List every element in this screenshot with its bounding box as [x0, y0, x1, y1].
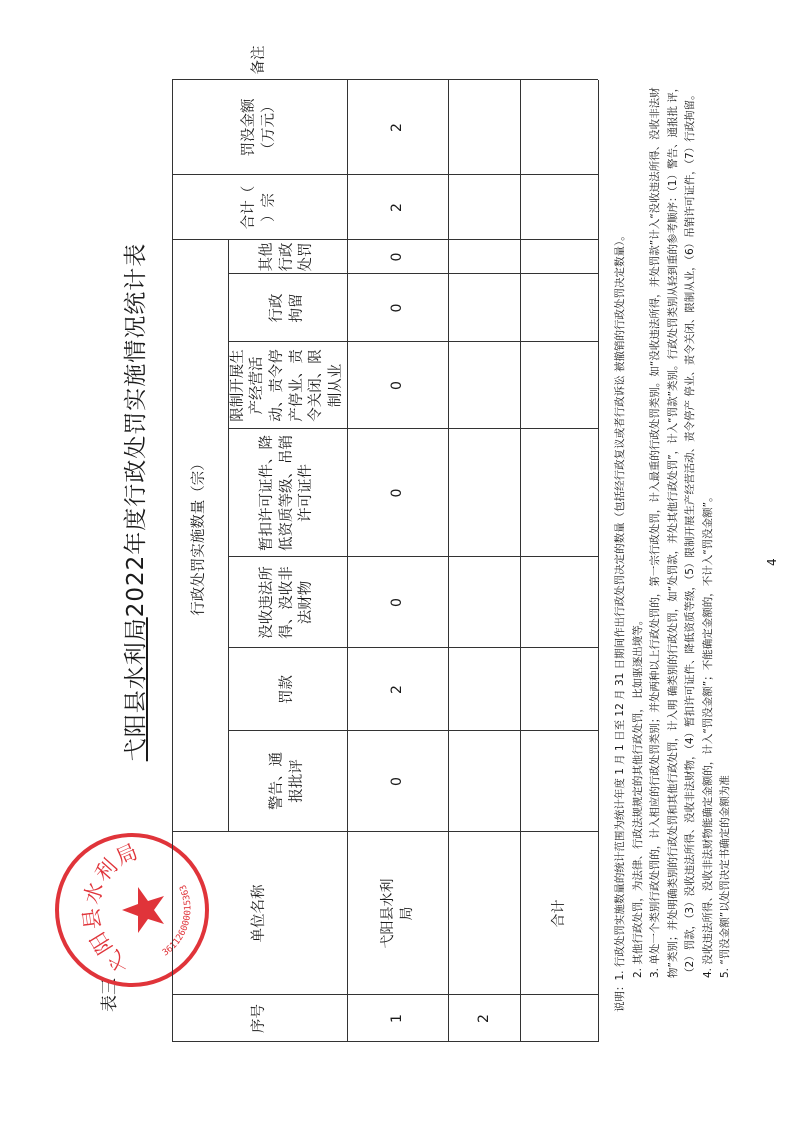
header-remark: 备注	[250, 45, 267, 75]
page-number: 4	[765, 558, 779, 566]
header-amount: 罚没金额（万元）	[240, 98, 277, 157]
header-other: 其他行政处罚	[259, 242, 315, 272]
row1-remark	[347, 40, 448, 80]
header-seq: 序号	[250, 1004, 267, 1033]
row2-seq: 2	[475, 1014, 492, 1023]
row1-fine: 2	[389, 685, 406, 694]
header-suspend: 暂扣许可证件、降低资质等级、吊销许可证件	[259, 435, 315, 551]
header-detention: 行政拘留	[268, 293, 305, 323]
row1-amount: 2	[389, 123, 406, 132]
row1-suspend: 0	[389, 488, 406, 498]
row2-unit	[448, 832, 520, 995]
row1-unit: 弋阳县水利局	[379, 878, 415, 949]
seal-arc-text: 弋阳县水利局	[78, 838, 144, 978]
row1-confiscate: 0	[389, 598, 406, 607]
row1-seq: 1	[389, 1014, 406, 1023]
header-confiscate: 没收违法所得、没收非法财物	[259, 566, 315, 639]
note-3: 3. 单处一个类别行政处罚的，计入相应的行政处罚类别；并处两种以上行政处罚的，第一宗行政处罚，计入最重的行政处罚类别。如“没收违法所得，并处罚款”计入“没收违法所得、没收非法财物”类别；并处明确类别的行政处罚和其他行政处罚，计入明 确类别的行政处罚，如“处罚款，并处其他行政处罚”，计入“罚款”类别。行政处罚类别从轻到重的参考顺序：（1）警告、通报批 评，（2）罚款，（3）没收违法所得、没收非法财物，（4）暂扣许可证件、降低资质等级，（5）限制开展生产经营活动、责令停产 停业、责令关闭、限制从业，（6）吊销许可证件，（7）行政拘留。	[649, 81, 696, 978]
seal-star-icon	[122, 887, 164, 933]
title-rest: 2022年度行政处罚实施情况统计表	[123, 242, 149, 618]
note-2: 2. 其他行政处罚，为法律、行政法规规定的其他行政处罚， 比如驱逐出境等。	[631, 614, 644, 978]
table-number: 表三	[100, 978, 120, 1012]
note-1: 说明：1. 行政处罚实施数量的统计范围为统计年度 1 月 1 日至 12 月 31 日期间作出行政处罚决定的数量（包括经行政复议或者行政诉讼 被撤销的行政处罚决定数量）。	[614, 230, 626, 1012]
row1-restrict: 0	[389, 381, 406, 390]
title-agency: 弋阳县水利局	[123, 617, 149, 762]
header-fine: 罚款	[278, 675, 295, 704]
row1-warning: 0	[389, 777, 406, 786]
page-title	[117, 182, 150, 822]
note-4: 4. 没收违法所得、没收非法财物能确定金额的，计入“罚没金额”；不能确定金额的，不计入“罚没金额”。	[701, 491, 714, 978]
header-unit-name: 单位名称	[250, 884, 267, 943]
total-row-label: 合计	[550, 899, 567, 928]
row1-total: 2	[389, 203, 406, 212]
header-total: 合计（ ）宗	[240, 185, 277, 230]
note-5: 5. “罚没金额”以处罚决定书确定的金额为准	[719, 775, 731, 978]
row1-other: 0	[389, 252, 406, 262]
row1-detention: 0	[389, 303, 406, 313]
header-warning: 警告、通报批评	[268, 752, 305, 810]
notes	[612, 72, 735, 1012]
header-group: 行政处罚实施数量（宗）	[191, 456, 208, 616]
seal-serial: 361126000015363	[160, 882, 194, 959]
header-restrict: 限制开展生产经营活动、责令停产停业、责令关闭、限制从业	[229, 349, 344, 422]
